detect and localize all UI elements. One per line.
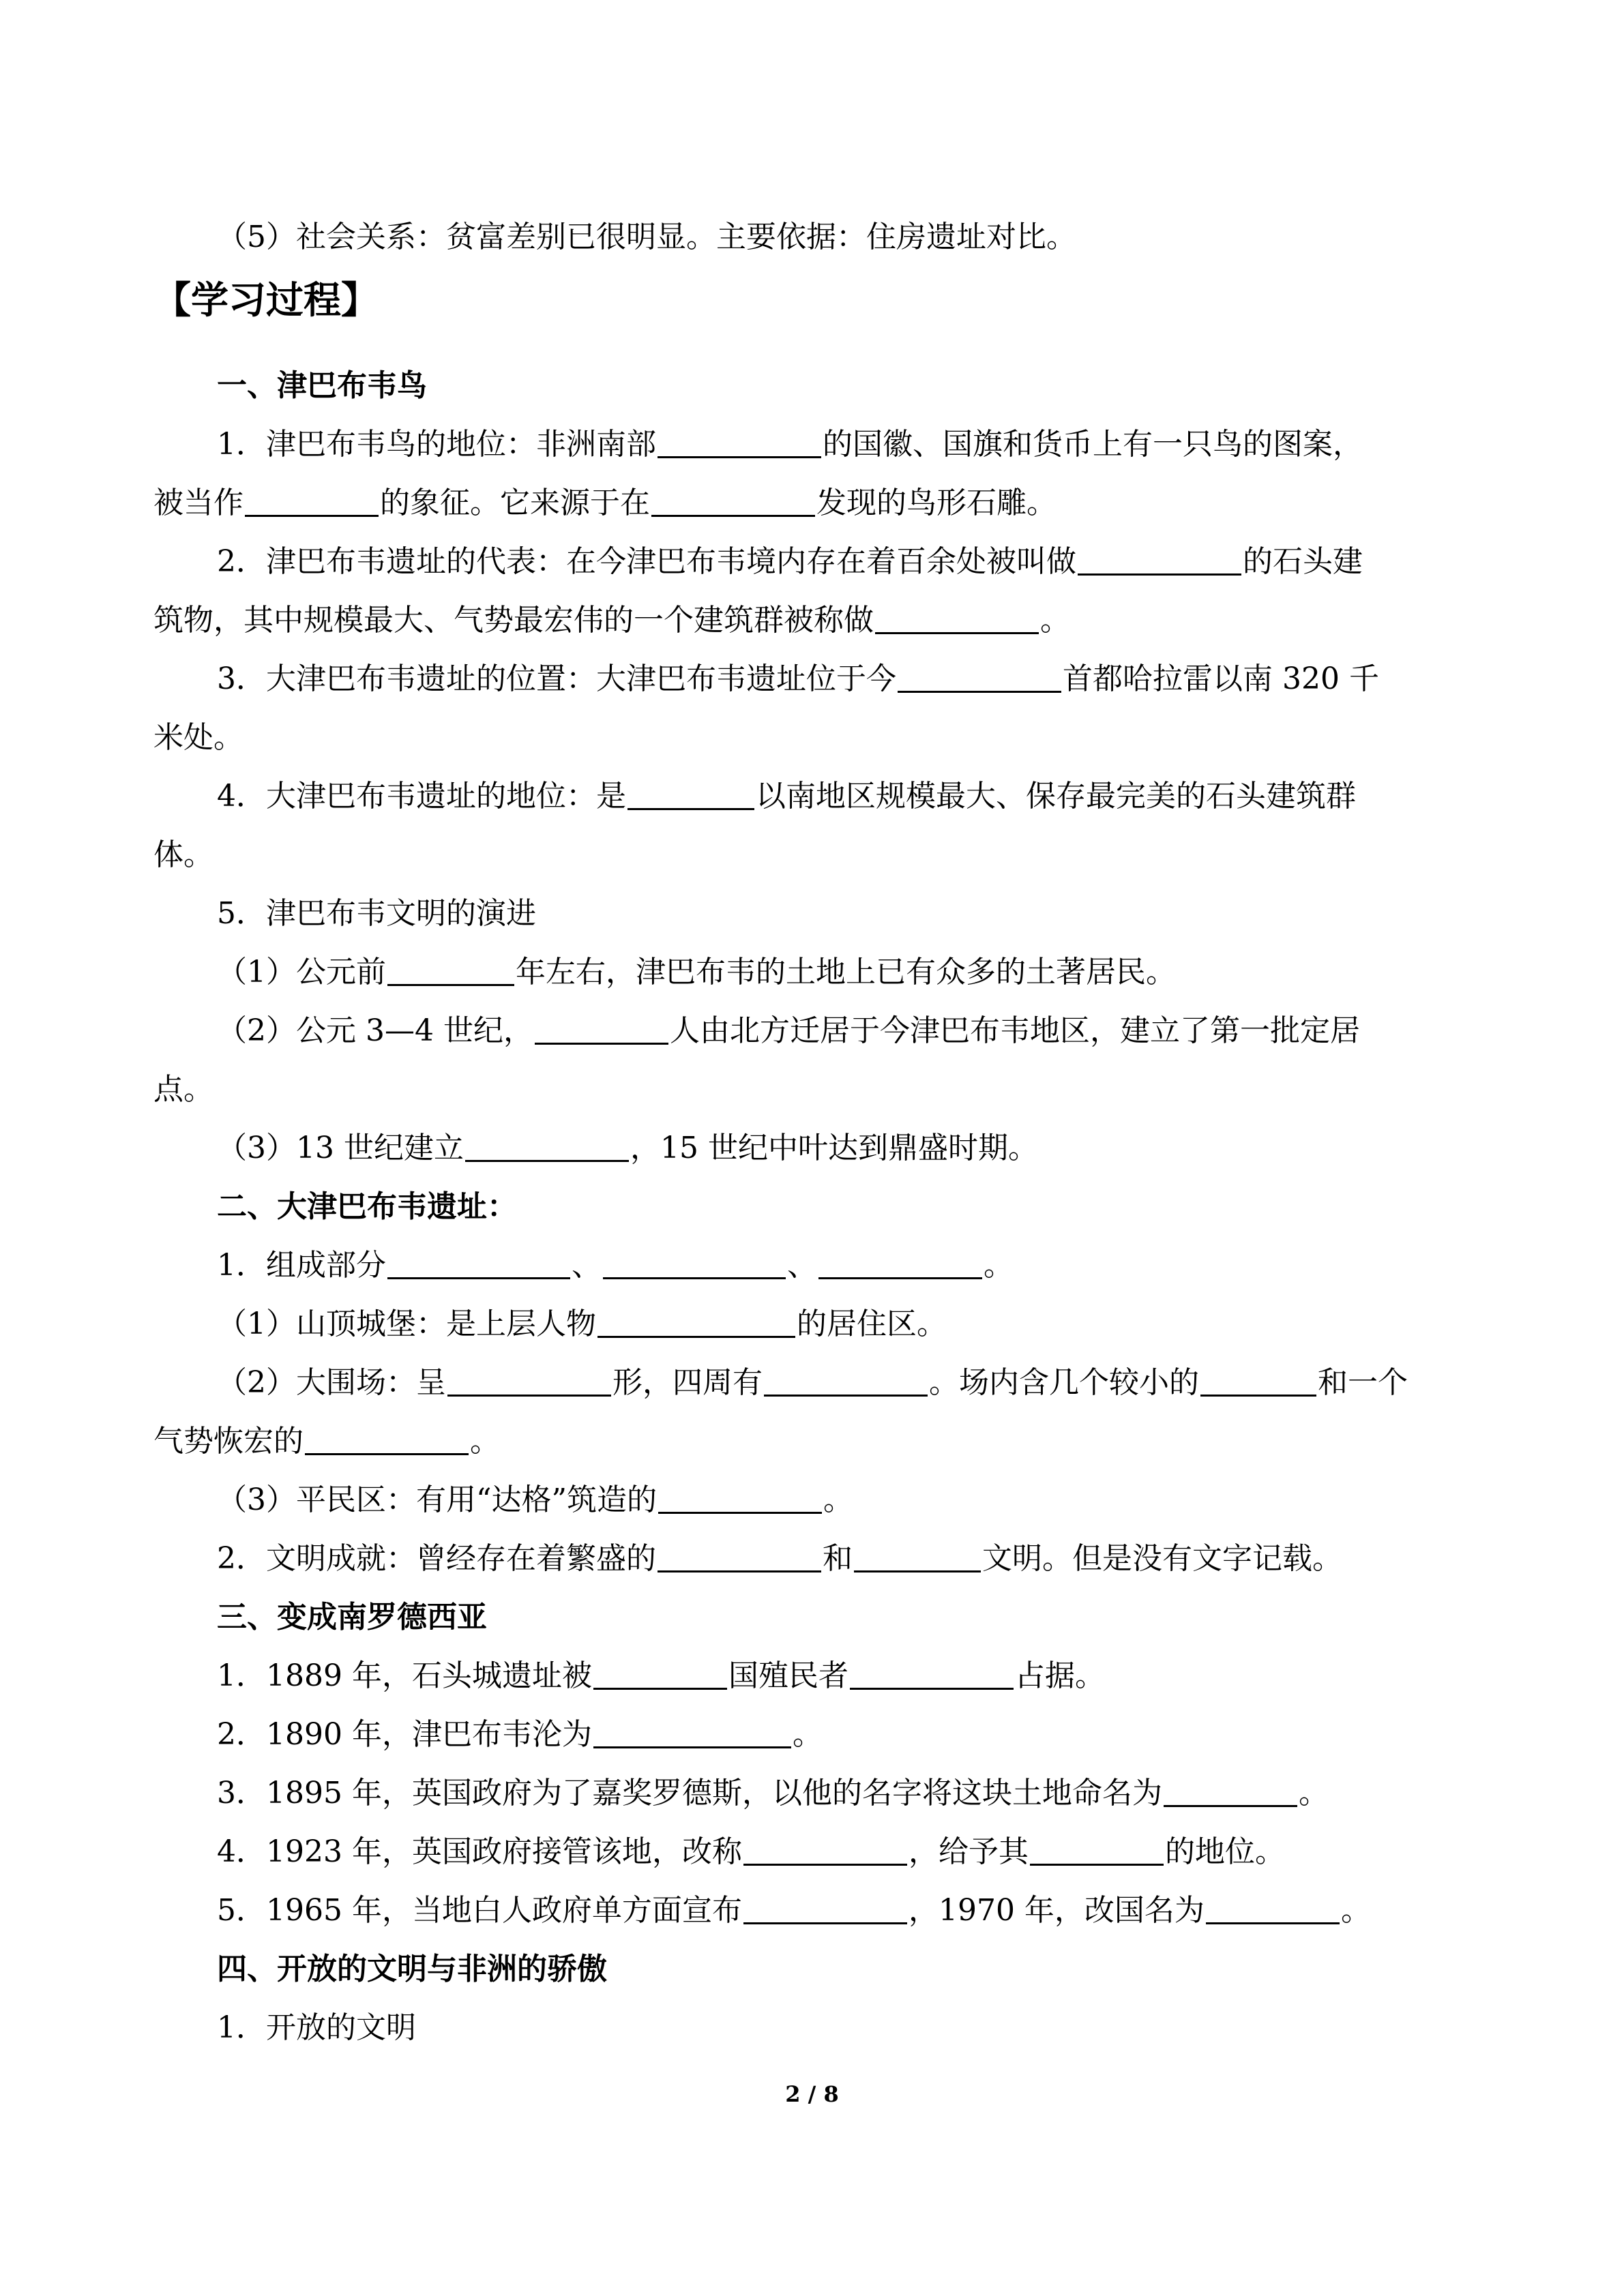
text: 人由北方迁居于今津巴布韦地区，建立了第一批定居 bbox=[669, 1013, 1360, 1048]
text: 3．1895 年，英国政府为了嘉奖罗德斯，以他的名字将这块土地命名为 bbox=[217, 1776, 1162, 1810]
text: 年左右，津巴布韦的土地上已有众多的土著居民。 bbox=[516, 955, 1176, 989]
social-relations-line bbox=[217, 217, 1076, 258]
s3-q1-line bbox=[217, 1656, 1105, 1697]
title-text: 四、开放的文明与非洲的骄傲 bbox=[217, 1952, 607, 1986]
title-text: 一、津巴布韦鸟 bbox=[217, 368, 427, 403]
s1-q3-line1 bbox=[217, 659, 1379, 700]
text: 气势恢宏的 bbox=[153, 1424, 304, 1459]
text: 。 bbox=[823, 1482, 853, 1517]
answer-blank[interactable] bbox=[305, 1423, 469, 1455]
answer-blank[interactable] bbox=[658, 1482, 822, 1514]
answer-blank[interactable] bbox=[1164, 1775, 1297, 1807]
text: 发现的鸟形石雕。 bbox=[816, 486, 1057, 520]
text: 2．津巴布韦遗址的代表：在今津巴布韦境内存在着百余处被叫做 bbox=[217, 544, 1076, 579]
text: （1）公元前 bbox=[217, 955, 386, 989]
s1-q2-line1 bbox=[217, 541, 1363, 582]
text: 。场内含几个较小的 bbox=[929, 1365, 1199, 1400]
text: （2）公元 3—4 世纪， bbox=[217, 1013, 533, 1048]
text: 和 bbox=[823, 1541, 853, 1576]
text: 、 bbox=[572, 1248, 602, 1283]
answer-blank[interactable] bbox=[658, 426, 821, 458]
s2-q1-2-line1 bbox=[217, 1362, 1408, 1403]
answer-blank[interactable] bbox=[743, 1892, 907, 1924]
heading-text: 【学习过程】 bbox=[153, 278, 379, 322]
text: 。 bbox=[1298, 1776, 1329, 1810]
text: 。 bbox=[1340, 1893, 1371, 1928]
s1-q3-line2 bbox=[153, 717, 243, 758]
text: 。 bbox=[984, 1248, 1014, 1283]
s1-q2-line2 bbox=[153, 600, 1070, 641]
s1-q5-1-line bbox=[217, 952, 1176, 993]
section-1-title bbox=[217, 366, 427, 406]
text: 国殖民者 bbox=[728, 1658, 848, 1693]
text: 、 bbox=[787, 1248, 817, 1283]
text: 和一个 bbox=[1318, 1365, 1408, 1400]
text: （1）山顶城堡：是上层人物 bbox=[217, 1307, 596, 1341]
answer-blank[interactable] bbox=[603, 1247, 786, 1279]
text: 米处。 bbox=[153, 720, 243, 755]
text: 1．1889 年，石头城遗址被 bbox=[217, 1658, 592, 1693]
text: （3）平民区：有用“达格”筑造的 bbox=[217, 1482, 657, 1517]
answer-blank[interactable] bbox=[1030, 1834, 1164, 1866]
answer-blank[interactable] bbox=[465, 1130, 629, 1162]
s3-q2-line bbox=[217, 1714, 823, 1755]
s1-q1-line1 bbox=[217, 424, 1363, 465]
answer-blank[interactable] bbox=[850, 1658, 1014, 1690]
text: ，15 世纪中叶达到鼎盛时期。 bbox=[630, 1131, 1038, 1165]
text: 文明。但是没有文字记载。 bbox=[982, 1541, 1342, 1576]
answer-blank[interactable] bbox=[1206, 1892, 1340, 1924]
page-number: 2 / 8 bbox=[785, 2081, 839, 2107]
answer-blank[interactable] bbox=[743, 1834, 907, 1866]
answer-blank[interactable] bbox=[651, 485, 815, 517]
answer-blank[interactable] bbox=[658, 1540, 821, 1572]
text: 3．大津巴布韦遗址的位置：大津巴布韦遗址位于今 bbox=[217, 661, 896, 696]
text: 。 bbox=[470, 1424, 500, 1459]
s2-q1-2-line2 bbox=[153, 1421, 500, 1462]
text: 。 bbox=[792, 1717, 823, 1752]
text: 1．组成部分 bbox=[217, 1248, 386, 1283]
s2-q1-line bbox=[217, 1245, 1014, 1286]
text: 4．大津巴布韦遗址的地位：是 bbox=[217, 779, 626, 814]
section-4-title bbox=[217, 1949, 607, 1990]
s2-q2-line bbox=[217, 1538, 1342, 1579]
text: 2．1890 年，津巴布韦沦为 bbox=[217, 1717, 592, 1752]
text: ，给予其 bbox=[908, 1834, 1029, 1869]
text: 1．开放的文明 bbox=[217, 2010, 416, 2045]
answer-blank[interactable] bbox=[597, 1306, 795, 1338]
s2-q1-3-line bbox=[217, 1480, 853, 1521]
answer-blank[interactable] bbox=[1078, 543, 1241, 576]
answer-blank[interactable] bbox=[818, 1247, 982, 1279]
text: 的地位。 bbox=[1164, 1834, 1285, 1869]
s3-q3-line bbox=[217, 1773, 1329, 1814]
text: 5．1965 年，当地白人政府单方面宣布 bbox=[217, 1893, 742, 1928]
text: 的石头建 bbox=[1243, 544, 1363, 579]
text: 的国徽、国旗和货币上有一只鸟的图案， bbox=[823, 427, 1363, 462]
page-heading bbox=[153, 275, 379, 325]
text: 体。 bbox=[153, 837, 213, 872]
s1-q5-2-line2 bbox=[153, 1069, 213, 1110]
s2-q1-1-line bbox=[217, 1304, 947, 1345]
s4-q1-line bbox=[217, 2008, 416, 2048]
answer-blank[interactable] bbox=[535, 1013, 668, 1045]
text: 以南地区规模最大、保存最完美的石头建筑群 bbox=[756, 779, 1356, 814]
text: 被当作 bbox=[153, 486, 243, 520]
text: 点。 bbox=[153, 1072, 213, 1107]
answer-blank[interactable] bbox=[1200, 1365, 1316, 1397]
text: 2．文明成就：曾经存在着繁盛的 bbox=[217, 1541, 656, 1576]
answer-blank[interactable] bbox=[593, 1716, 791, 1748]
s1-q1-line2 bbox=[153, 483, 1057, 524]
text: ，1970 年，改国名为 bbox=[908, 1893, 1205, 1928]
text: 占据。 bbox=[1014, 1658, 1105, 1693]
s1-q5-2-line1 bbox=[217, 1011, 1360, 1052]
answer-blank[interactable] bbox=[447, 1365, 611, 1397]
s3-q5-line bbox=[217, 1890, 1371, 1931]
answer-blank[interactable] bbox=[898, 661, 1061, 693]
text: 的象征。它来源于在 bbox=[380, 486, 650, 520]
text: 。 bbox=[1040, 603, 1070, 638]
s3-q4-line bbox=[217, 1832, 1285, 1873]
text: 1．津巴布韦鸟的地位：非洲南部 bbox=[217, 427, 656, 462]
section-3-title bbox=[217, 1597, 487, 1638]
text: 的居住区。 bbox=[797, 1307, 947, 1341]
text: 4．1923 年，英国政府接管该地，改称 bbox=[217, 1834, 742, 1869]
s1-q4-line1 bbox=[217, 776, 1356, 817]
s1-q4-line2 bbox=[153, 835, 213, 876]
text: 筑物，其中规模最大、气势最宏伟的一个建筑群被称做 bbox=[153, 603, 874, 638]
text: （5）社会关系：贫富差别已很明显。主要依据：住房遗址对比。 bbox=[217, 220, 1076, 254]
s1-q5-3-line bbox=[217, 1128, 1038, 1169]
answer-blank[interactable] bbox=[593, 1658, 727, 1690]
answer-blank[interactable] bbox=[387, 954, 514, 986]
answer-blank[interactable] bbox=[854, 1540, 981, 1572]
section-2-title bbox=[217, 1187, 517, 1227]
title-text: 二、大津巴布韦遗址： bbox=[217, 1189, 517, 1224]
title-text: 三、变成南罗德西亚 bbox=[217, 1600, 487, 1635]
text: 5．津巴布韦文明的演进 bbox=[217, 896, 536, 931]
answer-blank[interactable] bbox=[387, 1247, 570, 1279]
s1-q5-line bbox=[217, 893, 536, 934]
answer-blank[interactable] bbox=[764, 1365, 928, 1397]
text: 形，四周有 bbox=[612, 1365, 763, 1400]
text: （3）13 世纪建立 bbox=[217, 1131, 464, 1165]
answer-blank[interactable] bbox=[628, 778, 754, 810]
text: （2）大围场：呈 bbox=[217, 1365, 446, 1400]
text: 首都哈拉雷以南 320 千 bbox=[1063, 661, 1379, 696]
answer-blank[interactable] bbox=[875, 602, 1039, 634]
answer-blank[interactable] bbox=[245, 485, 379, 517]
